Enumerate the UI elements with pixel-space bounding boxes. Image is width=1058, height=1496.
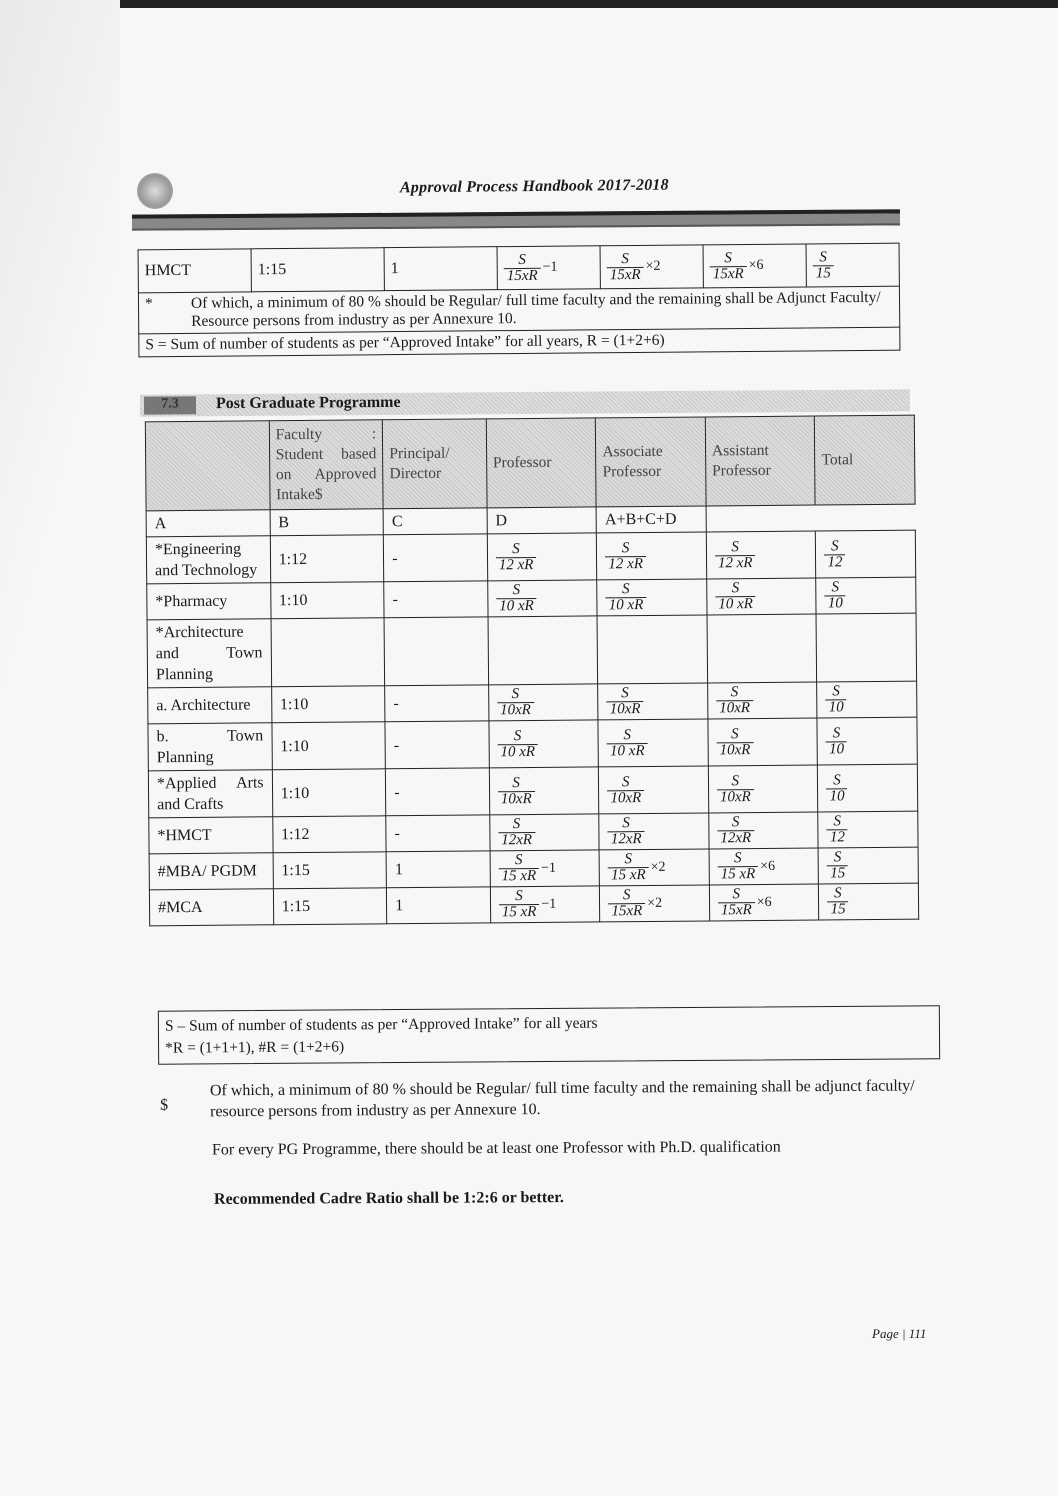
- table-row: [148, 717, 917, 771]
- total-cell: [818, 764, 918, 812]
- scan-top-edge: [0, 0, 1058, 8]
- program-cell: *Pharmacy: [147, 583, 271, 620]
- principal-cell: -: [384, 581, 488, 618]
- program-cell: *HMCT: [149, 817, 273, 854]
- principal-cell: [384, 617, 488, 686]
- program-cell: *Engineering and Technology: [146, 536, 270, 584]
- fraction-suffix: ×2: [650, 859, 666, 875]
- professor-cell: [489, 720, 599, 768]
- fraction: $\frac{S}{15 xR}$: [499, 889, 540, 920]
- fraction: $\frac{S}{15xR}$: [608, 888, 645, 919]
- program-cell: *Applied Arts and Crafts: [148, 770, 272, 818]
- fraction-suffix: ×2: [647, 895, 663, 912]
- principal-cell: 1: [386, 851, 490, 888]
- letter-cell: A+B+C+D: [596, 506, 706, 533]
- total-cell: [817, 681, 917, 718]
- principal-cell: -: [384, 534, 488, 582]
- page-header-title: Approval Process Handbook 2017-2018: [399, 176, 669, 197]
- table-row: [148, 764, 917, 818]
- associate-cell: [599, 766, 709, 814]
- principal-cell: 1: [387, 887, 491, 924]
- fraction: $\frac{S}{12 xR}$: [496, 541, 537, 572]
- ratio-cell: 1:10: [271, 686, 385, 723]
- section-title: Post Graduate Programme: [215, 393, 401, 413]
- fraction-suffix: −1: [540, 860, 557, 876]
- total-cell: [819, 883, 919, 920]
- fraction-suffix: ×6: [756, 894, 772, 911]
- fraction: $\frac{S}{12xR}$: [717, 815, 754, 846]
- total-cell: [816, 613, 916, 682]
- pg-faculty-table: [145, 415, 919, 927]
- professor-cell: [490, 850, 600, 887]
- header-principal: Principal/ Director: [383, 419, 487, 509]
- assistant-cell: [706, 531, 816, 579]
- program-cell: #MCA: [149, 889, 273, 926]
- ratio-cell: [271, 618, 385, 687]
- fraction: $\frac{S}{15 xR}$: [608, 852, 649, 883]
- fraction: $\frac{S}{15xR}$: [710, 251, 747, 282]
- professor-cell: [487, 580, 597, 617]
- associate-cell: [597, 532, 707, 580]
- section-number: 7.3: [144, 396, 196, 414]
- assistant-cell: [708, 765, 818, 813]
- fraction-suffix: −1: [542, 259, 558, 275]
- assistant-cell: [709, 848, 819, 885]
- assistant-cell: [703, 244, 806, 288]
- fraction: $\frac{S}{15}$: [827, 886, 848, 917]
- principal-cell: -: [385, 685, 489, 722]
- ratio-cell: 1:12: [270, 535, 384, 583]
- principal-cell: -: [386, 768, 490, 816]
- principal-cell: 1: [384, 247, 497, 291]
- fraction: $\frac{S}{12xR}$: [498, 817, 535, 848]
- assistant-cell: [709, 884, 819, 921]
- fraction: $\frac{S}{15xR}$: [718, 887, 755, 918]
- fraction: $\frac{S}{10xR}$: [606, 686, 643, 717]
- header-associate: Associate Professor: [596, 417, 706, 507]
- professor-cell: [487, 533, 597, 581]
- fraction: $\frac{S}{10}$: [826, 684, 847, 715]
- fraction: $\frac{S}{15}$: [827, 850, 848, 881]
- professor-cell: [490, 814, 600, 851]
- phd-requirement: For every PG Programme, there should be at least one Professor with Ph.D. qualification: [211, 1138, 781, 1159]
- professor-cell: [497, 246, 600, 290]
- principal-cell: -: [386, 815, 490, 852]
- ratio-cell: 1:15: [251, 248, 384, 292]
- professor-cell: [488, 616, 598, 685]
- definition-text: S = Sum of number of students as per “Approved Intake” for all years, R = (1+2+6): [139, 327, 900, 357]
- fraction: $\frac{S}{10}$: [826, 773, 847, 804]
- fraction-suffix: ×6: [748, 257, 764, 273]
- fraction: $\frac{S}{15xR}$: [504, 252, 541, 283]
- associate-cell: [599, 813, 709, 850]
- header-total: Total: [815, 415, 915, 505]
- section-heading: [140, 389, 910, 416]
- fraction: $\frac{S}{15 xR}$: [717, 851, 758, 882]
- fraction: $\frac{S}{15 xR}$: [498, 853, 539, 884]
- associate-cell: [598, 683, 708, 720]
- professor-cell: [489, 767, 599, 815]
- ug-hmct-table: [138, 243, 901, 358]
- scan-shadow: [0, 0, 120, 720]
- definition-r: *R = (1+1+1), #R = (1+2+6): [165, 1038, 345, 1057]
- note-text: Of which, a minimum of 80 % should be Regular/ full time faculty and the remaining shall be Adjunct Faculty/ Resource persons from industry as per Annexure 10.: [190, 288, 881, 330]
- fraction: $\frac{S}{10xR}$: [497, 687, 534, 718]
- fraction: $\frac{S}{10xR}$: [716, 685, 753, 716]
- total-cell: [818, 847, 918, 884]
- fraction: $\frac{S}{15xR}$: [607, 251, 644, 282]
- program-cell: *Architecture and Town Planning: [147, 619, 271, 688]
- letter-cell: B: [270, 509, 384, 536]
- principal-cell: -: [385, 721, 489, 769]
- note-row: [138, 286, 899, 334]
- program-cell: b. Town Planning: [148, 723, 272, 771]
- header-rule: [132, 209, 900, 230]
- associate-cell: [600, 885, 710, 922]
- fraction: $\frac{S}{10xR}$: [498, 775, 535, 806]
- cadre-ratio: Recommended Cadre Ratio shall be 1:2:6 or better.: [213, 1189, 564, 1208]
- fraction: $\frac{S}{15}$: [813, 250, 834, 281]
- table-row: [147, 613, 917, 688]
- definitions-box: [158, 1005, 940, 1064]
- program-cell: HMCT: [138, 249, 251, 293]
- associate-cell: [597, 579, 707, 616]
- fraction: $\frac{S}{10 xR}$: [606, 582, 647, 613]
- fraction-suffix: ×6: [760, 858, 776, 875]
- ratio-cell: 1:15: [273, 888, 387, 925]
- faculty-note: [160, 1075, 930, 1122]
- fraction: $\frac{S}{10 xR}$: [715, 581, 756, 612]
- fraction-suffix: −1: [541, 896, 557, 912]
- table-row: [138, 243, 899, 293]
- assistant-cell: [707, 614, 817, 683]
- definition-s: S – Sum of number of students as per “Approved Intake” for all years: [164, 1014, 598, 1035]
- ratio-cell: 1:10: [270, 582, 384, 619]
- total-cell: [806, 243, 899, 287]
- fraction: $\frac{S}{12xR}$: [608, 816, 645, 847]
- total-cell: [817, 717, 917, 765]
- note-text: Of which, a minimum of 80 % should be Regular/ full time faculty and the remaining shall be adjunct faculty/ resource persons from industry as per Annexure 10.: [209, 1077, 915, 1121]
- table-row: [149, 883, 918, 926]
- fraction: $\frac{S}{10}$: [826, 726, 847, 757]
- fraction: $\frac{S}{12}$: [827, 814, 848, 845]
- note-marker: *: [144, 295, 153, 313]
- header-programme: [145, 421, 269, 511]
- associate-cell: [600, 245, 703, 289]
- total-cell: [816, 577, 916, 614]
- fraction: $\frac{S}{12 xR}$: [605, 541, 646, 572]
- assistant-cell: [709, 812, 819, 849]
- professor-cell: [490, 886, 600, 923]
- letter-cell: C: [383, 508, 487, 535]
- fraction: $\frac{S}{10xR}$: [716, 727, 753, 758]
- associate-cell: [599, 849, 709, 886]
- fraction-suffix: ×2: [645, 258, 661, 274]
- fraction: $\frac{S}{10 xR}$: [496, 583, 537, 614]
- header-ratio: Faculty : Student based on Approved Intake$: [269, 420, 383, 510]
- header-assistant: Assistant Professor: [705, 416, 815, 506]
- header-professor: Professor: [486, 418, 596, 508]
- header-row: [145, 415, 915, 511]
- ratio-cell: 1:10: [272, 769, 386, 817]
- ratio-cell: 1:15: [273, 852, 387, 889]
- program-cell: a. Architecture: [148, 687, 272, 724]
- assistant-cell: [708, 718, 818, 766]
- assistant-cell: [707, 682, 817, 719]
- fraction: $\frac{S}{12 xR}$: [715, 540, 756, 571]
- total-cell: [816, 530, 916, 578]
- letter-cell: D: [487, 507, 597, 534]
- associate-cell: [598, 719, 708, 767]
- fraction: $\frac{S}{12}$: [824, 539, 845, 570]
- fraction: $\frac{S}{10}$: [825, 580, 846, 611]
- ratio-cell: 1:12: [272, 816, 386, 853]
- program-cell: #MBA/ PGDM: [149, 853, 273, 890]
- fraction: $\frac{S}{10xR}$: [717, 774, 754, 805]
- associate-cell: [597, 615, 707, 684]
- page-number: Page | 111: [872, 1326, 927, 1341]
- assistant-cell: [707, 578, 817, 615]
- fraction: $\frac{S}{10xR}$: [607, 775, 644, 806]
- table-row: [146, 530, 915, 584]
- professor-cell: [488, 684, 598, 721]
- ratio-cell: 1:10: [272, 722, 386, 770]
- fraction: $\frac{S}{10 xR}$: [497, 728, 538, 759]
- total-cell: [818, 811, 918, 848]
- fraction: $\frac{S}{10 xR}$: [607, 727, 648, 758]
- letter-cell: A: [146, 510, 270, 537]
- note-marker: $: [159, 1096, 169, 1114]
- aicte-emblem-icon: [137, 173, 173, 209]
